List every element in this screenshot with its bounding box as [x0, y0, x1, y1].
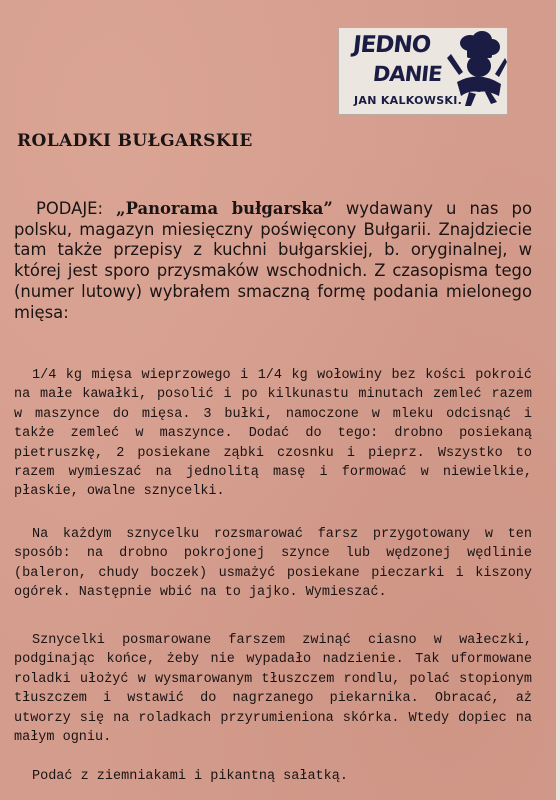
logo-word-danie: DANIE — [371, 62, 443, 86]
logo-author: JAN KALKOWSKI. — [354, 94, 463, 107]
intro-paragraph — [14, 199, 532, 323]
recipe-paragraph: Sznycelki posmarowane farszem zwinąć ciasno w wałeczki, podginając końce, żeby nie wypadało nadzienie. Tak uformowane roladki ułożyć w wysmarowanym tłuszczem rondlu, polać stopionym tłuszczem i wstawić do nagrzanego piekarnika. Obracać, aż utworzy się na roladkach przyrumieniona skórka. Wtedy dopiec na małym ogniu. — [14, 633, 532, 746]
serving-note: Podać z ziemniakami i pikantną sałatką. — [32, 769, 348, 784]
source-name: „Panorama bułgarska” — [116, 199, 333, 218]
column-logo — [338, 27, 508, 115]
scan-edge — [556, 0, 560, 800]
intro-rest: wydawany u nas po polsku, magazyn miesięczny poświęcony Bułgarii. Znajdziecie tam także przepisy z kuchni bułgarskiej, b. oryginalnej, w której jest sporo przysmaków wschodnich. Z czasopisma tego (numer lutowy) wybrałem smaczną formę podania mielonego mięsa: — [14, 199, 532, 322]
recipe-paragraph: Na każdym sznycelku rozsmarować farsz przygotowany w ten sposób: na drobno pokrojonej szynce lub wędzonej wędlinie (baleron, chudy boczek) usmażyć posiekane pieczarki i kiszony ogórek. Następnie wbić na to jajko. Wymieszać. — [14, 527, 532, 601]
article-title: ROLADKI BUŁGARSKIE — [17, 131, 253, 151]
intro-prefix: PODAJE: — [36, 199, 117, 218]
recipe-paragraph: 1/4 kg mięsa wieprzowego i 1/4 kg wołowiny bez kości pokroić na małe kawałki, posolić i po kilkunastu minutach zemleć razem w maszynce do mięsa. 3 bułki, namoczone w mleku odcisnąć i także zemleć w maszynce. Dodać do tego: drobno posiekaną pietruszkę, 2 posiekane ząbki czosnku i pieprz. Wszystko to razem wymieszać na jednolitą masę i formować w niewielkie, płaskie, owalne sznycelki. — [14, 368, 532, 500]
logo-word-jedno: JEDNO — [351, 32, 432, 58]
